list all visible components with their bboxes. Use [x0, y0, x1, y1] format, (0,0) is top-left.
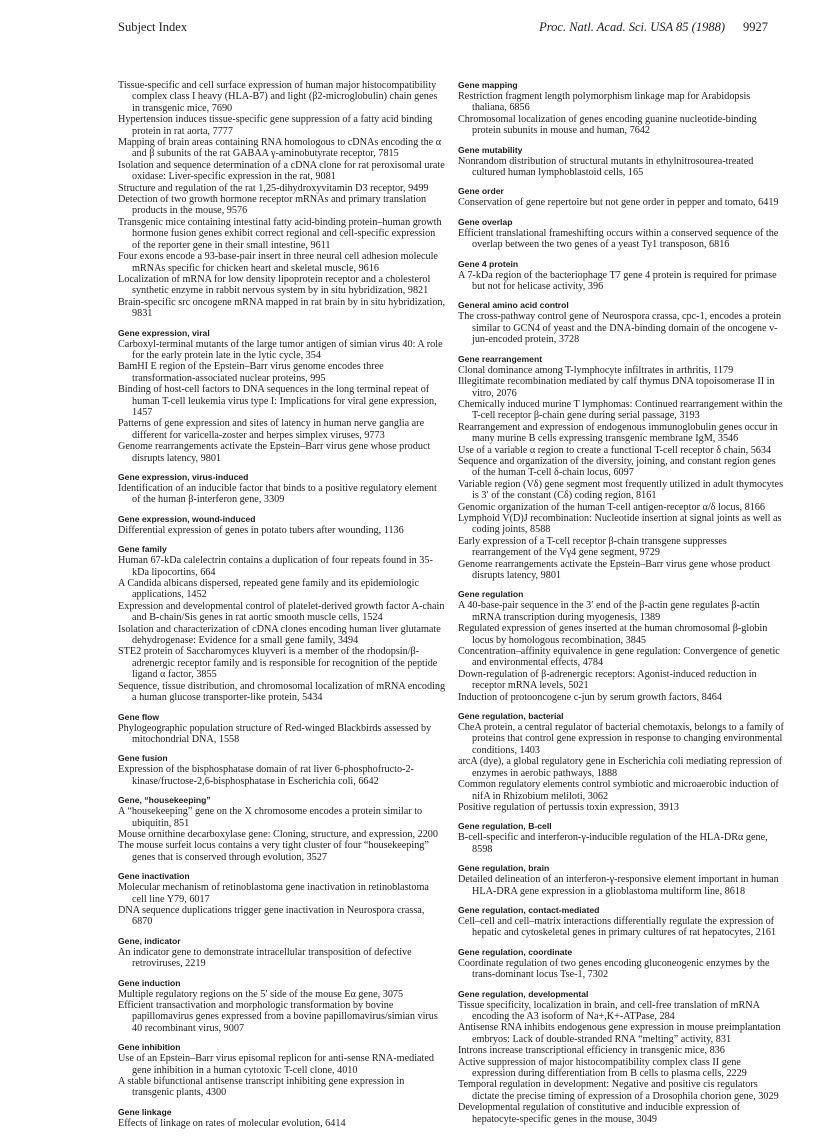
index-entry: Early expression of a T-cell receptor β-chain transgene suppresses rearrangement of the Vγ4 gene segment, 9729 [458, 535, 727, 559]
index-entry: Isolation and sequence determination of a cDNA clone for rat peroxisomal urate oxidase: Liver-specific expression in the rat, 9081 [118, 159, 445, 183]
index-entry: Binding of host-cell factors to DNA sequences in the long terminal repeat of human T-cell leukemia virus type I: Implications for viral gene expression, 1457 [118, 384, 437, 418]
section-heading: Gene expression, wound-induced [118, 513, 256, 524]
section-heading: Gene linkage [118, 1106, 172, 1117]
section-heading: Gene fusion [118, 753, 168, 764]
index-section [118, 753, 446, 787]
index-section [458, 863, 786, 897]
index-entry: Positive regulation of pertussis toxin expression, 3913 [458, 801, 679, 813]
index-entry: Down-regulation of β-adrenergic receptors: Agonist-induced reduction in receptor mRNA levels, 5021 [458, 668, 757, 692]
section-heading: Gene inactivation [118, 871, 190, 882]
section-heading: Gene overlap [458, 216, 513, 227]
section-heading: Gene, “housekeeping” [118, 795, 211, 806]
index-entry: Introns increase transcriptional efficiency in transgenic mice, 836 [458, 1045, 725, 1057]
section-heading: Gene family [118, 544, 167, 555]
right-column [458, 80, 786, 1133]
section-heading: Gene, indicator [118, 935, 181, 946]
index-entry: Detection of two growth hormone receptor mRNAs and primary translation products in the mouse, 9576 [118, 194, 427, 217]
index-entry: B-cell-specific and interferon-γ-inducible regulation of the HLA-DRα gene, 8598 [458, 832, 768, 855]
index-entry: A 40-base-pair sequence in the 3′ end of the β-actin gene regulates β-actin mRNA transcription during myogenesis, 1389 [458, 600, 760, 623]
index-entry: Concentration–affinity equivalence in gene regulation: Convergence of genetic and environmental effects, 4784 [458, 646, 780, 669]
index-entry: A “housekeeping” gene on the X chromosome encodes a protein similar to ubiquitin, 851 [118, 806, 423, 829]
index-entry: Transgenic mice containing intestinal fatty acid-binding protein–human growth hormone fusion genes exhibit correct regional and cell-specific expression of the reporter gene in their small intestine, 9611 [118, 216, 442, 251]
index-entry: Expression of the bisphosphatase domain of rat liver 6-phosphofructo-2-kinase/fructose-2,6-bisphosphatase in Escherichia coli, 6642 [118, 764, 414, 787]
running-title: Subject Index [118, 20, 188, 34]
page-number: 9927 [743, 20, 768, 34]
index-entry: Temporal regulation in development: Negative and positive cis regulators dictate the precise timing of expression of a Drosophila chorion gene, 3029 [458, 1079, 779, 1102]
index-entry: Brain-specific src oncogene mRNA mapped in rat brain by in situ hybridization, 9831 [118, 296, 446, 320]
section-heading: Gene regulation, coordinate [458, 946, 573, 957]
index-section [118, 544, 446, 703]
index-section [458, 186, 786, 208]
index-entry: Tissue specificity, localization in brain, and cell-free translation of mRNA encoding the A3 isoform of Na+,K+-ATPase, 284 [458, 999, 760, 1022]
section-heading: Gene mutability [458, 144, 523, 155]
continued-section [118, 80, 446, 320]
index-section [458, 905, 786, 939]
index-entry: Regulated expression of genes inserted at the human chromosomal β-globin locus by homologous recombination, 3845 [458, 623, 768, 646]
index-entry: Molecular mechanism of retinoblastoma gene inactivation in retinoblastoma cell line Y79, 6017 [118, 882, 429, 905]
journal-name: Proc. Natl. Acad. Sci. USA 85 (1988) [539, 20, 725, 34]
index-entry: DNA sequence duplications trigger gene inactivation in Neurospora crassa, 6870 [118, 904, 425, 928]
index-section [458, 145, 786, 179]
index-entry: Genome rearrangements activate the Epstein–Barr virus gene whose product disrupts latency, 9801 [118, 441, 431, 464]
index-entry: Nonrandom distribution of structural mutants in ethylnitrosourea-treated cultured human lymphoblastoid cells, 165 [458, 155, 754, 179]
index-entry: A Candida albicans dispersed, repeated gene family and its epidemiologic applications, 1452 [118, 578, 420, 601]
index-entry: Carboxyl-terminal mutants of the large tumor antigen of simian virus 40: A role for the early protein late in the lytic cycle, 354 [118, 338, 443, 361]
index-entry: Clonal dominance among T-lymphocyte infiltrates in arthritis, 1179 [458, 364, 734, 376]
section-heading: Gene induction [118, 977, 181, 988]
index-entry: CheA protein, a central regulator of bacterial chemotaxis, belongs to a family of proteins that control gene expression in response to changing environmental conditions, 1403 [458, 722, 784, 756]
index-entry: Multiple regulatory regions on the 5′ side of the mouse Eα gene, 3075 [118, 988, 404, 1000]
journal-citation [539, 20, 768, 35]
index-section [458, 947, 786, 981]
index-section [458, 80, 786, 137]
index-section [118, 1107, 446, 1129]
index-entry: Mouse ornithine decarboxylase gene: Cloning, structure, and expression, 2200 [118, 828, 438, 840]
index-entry: Isolation and characterization of cDNA clones encoding human liver glutamate dehydrogenase: Evidence for a small gene family, 3494 [118, 623, 441, 647]
index-columns [118, 80, 786, 1129]
section-heading: Gene inhibition [118, 1042, 181, 1053]
left-column [118, 80, 446, 1137]
index-entry: Tissue-specific and cell surface expression of human major histocompatibility complex class I heavy (HLA-B7) and light (β2-microglobulin) chain genes in transgenic mice, 7690 [118, 80, 438, 114]
index-entry: Induction of protooncogene c-jun by serum growth factors, 8464 [458, 691, 722, 703]
section-heading: Gene regulation, developmental [458, 988, 589, 999]
section-heading: Gene regulation, brain [458, 863, 550, 874]
index-section [118, 472, 446, 506]
index-entry: Human 67-kDa calelectrin contains a duplication of four repeats found in 35-kDa lipocortins, 664 [118, 555, 433, 578]
section-heading: Gene rearrangement [458, 353, 543, 364]
index-section [118, 871, 446, 928]
section-heading: General amino acid control [458, 300, 569, 311]
index-entry: Four exons encode a 93-base-pair insert in three neural cell adhesion molecule mRNAs specific for chicken heart and skeletal muscle, 9616 [118, 251, 438, 274]
index-entry: Sequence, tissue distribution, and chromosomal localization of mRNA encoding a human glucose transporter-like protein, 5434 [118, 680, 446, 704]
index-section [458, 711, 786, 813]
index-section [118, 514, 446, 536]
index-section [118, 328, 446, 464]
index-entry: A stable bifunctional antisense transcript inhibiting gene expression in transgenic plants, 4300 [118, 1076, 405, 1099]
index-entry: Hypertension induces tissue-specific gene suppression of a fatty acid binding protein in rat aorta, 7777 [118, 114, 433, 137]
index-entry: Coordinate regulation of two genes encoding gluconeogenic enzymes by the trans-dominant locus Tse-1, 7302 [458, 957, 770, 981]
index-section [458, 300, 786, 345]
index-entry: Conservation of gene repertoire but not gene order in pepper and tomato, 6419 [458, 197, 779, 209]
index-entry: Expression and developmental control of platelet-derived growth factor A-chain and B-chain/Sis genes in rat aortic smooth muscle cells, 1524 [118, 600, 445, 624]
index-entry: Efficient translational frameshifting occurs within a conserved sequence of the overlap between the two genes of a yeast Ty1 transposon, 6816 [458, 227, 779, 251]
index-entry: Chromosomal localization of genes encoding guanine nucleotide-binding protein subunits in mouse and human, 7642 [458, 113, 757, 137]
index-entry: BamHI E region of the Epstein–Barr virus genome encodes three transformation-associated nuclear proteins, 995 [118, 361, 384, 384]
index-entry: Genomic organization of the human T-cell antigen-receptor α/δ locus, 8166 [458, 501, 765, 513]
index-entry: Restriction fragment length polymorphism linkage map for Arabidopsis thaliana, 6856 [458, 91, 751, 114]
index-section [118, 795, 446, 863]
section-heading: Gene regulation, bacterial [458, 711, 564, 722]
index-entry: Antisense RNA inhibits endogenous gene expression in mouse preimplantation embryos: Lack of double-stranded RNA “melting” activity, 831 [458, 1022, 781, 1045]
index-entry: The cross-pathway control gene of Neurospora crassa, cpc-1, encodes a protein similar to GCN4 of yeast and the DNA-binding domain of the oncogene v-jun-encoded protein, 3728 [458, 311, 782, 346]
index-entry: An indicator gene to demonstrate intracellular transposition of defective retroviruses, 2219 [118, 946, 412, 970]
index-entry: Rearrangement and expression of endogenous immunoglobulin genes occur in many murine B cells expressing transgenic membrane IgM, 3546 [458, 421, 778, 445]
index-entry: The mouse surfeit locus contains a very tight cluster of four “housekeeping” genes that is conserved through evolution, 3527 [118, 840, 429, 863]
running-header [118, 20, 768, 40]
index-section [458, 259, 786, 293]
index-entry: Illegitimate recombination mediated by calf thymus DNA topoisomerase II in vitro, 2076 [458, 376, 775, 399]
index-section [458, 589, 786, 703]
index-entry: Chemically induced murine T lymphomas: Continued rearrangement within the T-cell receptor β-chain gene during serial passage, 3193 [458, 398, 783, 422]
index-entry: Localization of mRNA for low density lipoprotein receptor and a cholesterol synthetic enzyme in rabbit nervous system by in situ hybridization, 9821 [118, 273, 431, 297]
index-section [458, 989, 786, 1125]
index-entry: Common regulatory elements control symbiotic and microaerobic induction of nifA in Rhizobium meliloti, 3062 [458, 779, 779, 802]
index-entry: Efficient transactivation and morphologic transformation by bovine papillomavirus genes expressed from a bovine papillomavirus/simian virus 40 recombinant virus, 9007 [118, 1000, 438, 1034]
index-section [458, 354, 786, 582]
index-entry: Active suppression of major histocompatibility complex class II gene expression during differentiation from B cells to plasma cells, 2229 [458, 1056, 747, 1079]
section-heading: Gene mapping [458, 80, 518, 90]
index-section [118, 978, 446, 1035]
index-entry: Effects of linkage on rates of molecular evolution, 6414 [118, 1117, 346, 1129]
section-heading: Gene order [458, 186, 504, 197]
section-heading: Gene expression, virus-induced [118, 472, 249, 482]
index-section [458, 821, 786, 855]
index-entry: Structure and regulation of the rat 1,25-dihydroxyvitamin D3 receptor, 9499 [118, 182, 429, 194]
index-section [118, 936, 446, 970]
index-entry: Differential expression of genes in potato tubers after wounding, 1136 [118, 524, 404, 536]
index-section [118, 712, 446, 746]
section-heading: Gene regulation [458, 589, 524, 600]
index-entry: Mapping of brain areas containing RNA homologous to cDNAs encoding the α and β subunits of the rat GABAA γ-aminobutyrate receptor, 7815 [118, 137, 442, 160]
section-heading: Gene expression, viral [118, 327, 210, 338]
index-section [118, 1042, 446, 1099]
index-section [458, 217, 786, 251]
section-heading: Gene 4 protein [458, 258, 519, 269]
index-entry: Developmental regulation of constitutive and inducible expression of hepatocyte-specific genes in the mouse, 3049 [458, 1102, 741, 1125]
index-entry: Identification of an inducible factor that binds to a positive regulatory element of the human β-interferon gene, 3309 [118, 483, 437, 506]
section-heading: Gene flow [118, 711, 160, 722]
index-entry: Sequence and organization of the diversity, joining, and constant region genes of the human T-cell δ-chain locus, 6097 [458, 455, 776, 479]
index-entry: Use of an Epstein–Barr virus episomal replicon for anti-sense RNA-mediated gene inhibition in a human cytotoxic T-cell clone, 4010 [118, 1053, 435, 1076]
index-entry: Use of a variable α region to create a functional T-cell receptor δ chain, 5634 [458, 444, 772, 456]
index-entry: Variable region (Vδ) gene segment most frequently utilized in adult thymocytes is 3′ of the constant (Cδ) coding region, 8161 [458, 478, 784, 502]
index-entry: Patterns of gene expression and sites of latency in human nerve ganglia are different for varicella-zoster and herpes simplex viruses, 9773 [118, 418, 425, 441]
section-heading: Gene regulation, B-cell [458, 821, 552, 832]
index-entry: Genome rearrangements activate the Epstein–Barr virus gene whose product disrupts latency, 9801 [458, 558, 771, 581]
index-entry: Cell–cell and cell–matrix interactions differentially regulate the expression of hepatic and cytoskeletal genes in primary cultures of rat hepatocytes, 2161 [458, 915, 777, 939]
index-entry: A 7-kDa region of the bacteriophage T7 gene 4 protein is required for primase but not for helicase activity, 396 [458, 269, 777, 293]
index-entry: STE2 protein of Saccharomyces kluyveri is a member of the rhodopsin/β-adrenergic receptor family and is responsible for recognition of the peptide ligand α factor, 3855 [118, 646, 438, 681]
index-entry: Lymphoid V(D)J recombination: Nucleotide insertion at signal joints as well as coding joints, 8588 [458, 512, 782, 536]
index-entry: arcA (dye), a global regulatory gene in Escherichia coli mediating repression of enzymes in aerobic pathways, 1888 [458, 756, 783, 779]
index-entry: Detailed delineation of an interferon-γ-responsive element important in human HLA-DRA gene expression in a glioblastoma multiform line, 8618 [458, 874, 779, 897]
index-entry: Phylogeographic population structure of Red-winged Blackbirds assessed by mitochondrial DNA, 1558 [118, 722, 432, 745]
section-heading: Gene regulation, contact-mediated [458, 904, 600, 915]
